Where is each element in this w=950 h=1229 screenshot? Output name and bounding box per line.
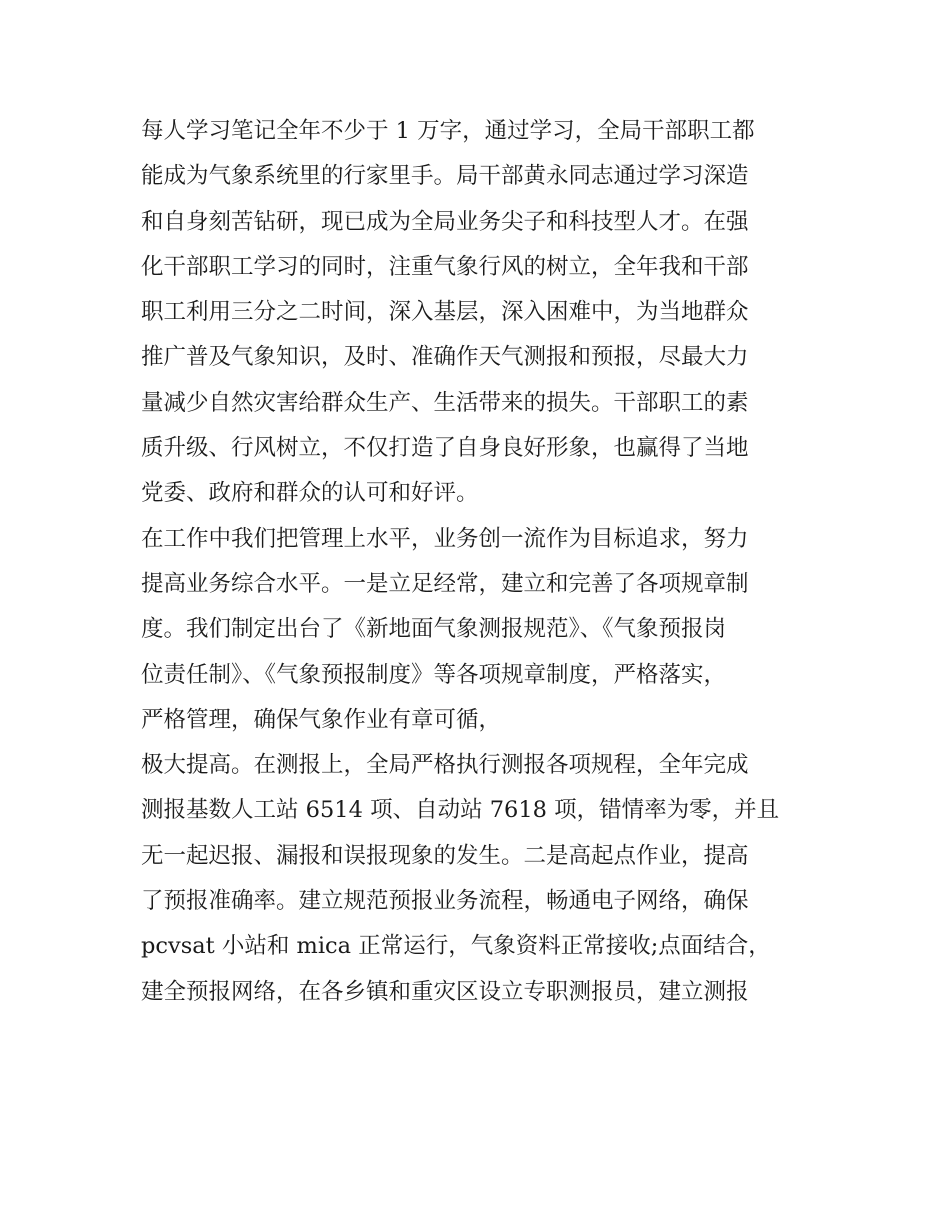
text-line: 能成为气象系统里的行家里手。局干部黄永同志通过学习深造	[141, 163, 749, 190]
text-line: 建全预报网络，在各乡镇和重灾区设立专职测报员，建立测报	[141, 978, 749, 1005]
text-line: 位责任制》、《气象预报制度》等各项规章制度，严格落实，	[141, 661, 727, 688]
text-line: 严格管理，确保气象作业有章可循，	[141, 706, 502, 733]
text-line: 化干部职工学习的同时，注重气象行风的树立，全年我和干部	[141, 253, 749, 280]
text-line: 度。我们制定出台了《新地面气象测报规范》、《气象预报岗	[141, 616, 727, 643]
text-line: 量减少自然灾害给群众生产、生活带来的损失。干部职工的素	[141, 389, 749, 416]
text-line: 推广普及气象知识，及时、准确作天气测报和预报，尽最大力	[141, 344, 749, 371]
text-line: 提高业务综合水平。一是立足经常，建立和完善了各项规章制	[141, 570, 749, 597]
text-line: 每人学习笔记全年不少于 1 万字，通过学习，全局干部职工都	[141, 118, 755, 144]
body-text	[141, 109, 831, 1015]
text-line: 无一起迟报、漏报和误报现象的发生。二是高起点作业，提高	[141, 842, 749, 869]
text-line: 和自身刻苦钻研，现已成为全局业务尖子和科技型人才。在强	[141, 208, 749, 235]
text-line: 质升级、行风树立，不仅打造了自身良好形象，也赢得了当地	[141, 435, 749, 462]
text-line: 测报基数人工站 6514 项、自动站 7618 项，错情率为零，并且	[141, 797, 780, 824]
text-line: 职工利用三分之二时间，深入基层，深入困难中，为当地群众	[141, 299, 749, 326]
text-line: 党委、政府和群众的认可和好评。	[141, 480, 479, 507]
text-line: pcvsat 小站和 mica 正常运行，气象资料正常接收;点面结合，	[141, 933, 771, 960]
text-line: 在工作中我们把管理上水平，业务创一流作为目标追求，努力	[141, 525, 749, 552]
text-line: 极大提高。在测报上，全局严格执行测报各项规程，全年完成	[141, 752, 749, 779]
text-line: 了预报准确率。建立规范预报业务流程，畅通电子网络，确保	[141, 888, 749, 915]
